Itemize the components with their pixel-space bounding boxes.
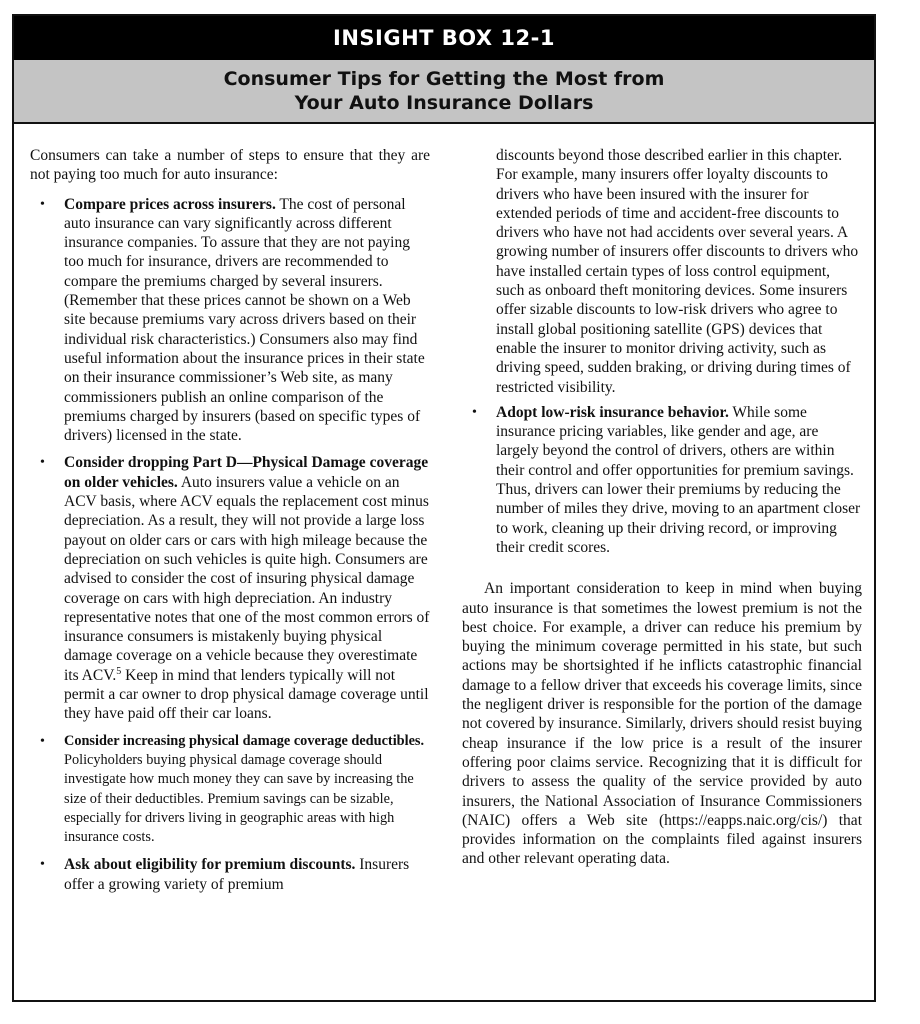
tip-text: Insurers offer a growing variety of premium bbox=[64, 856, 410, 893]
list-item bbox=[462, 403, 862, 557]
bullet-glyph: • bbox=[472, 404, 477, 420]
tip-heading: Ask about eligibility for premium discounts. bbox=[64, 856, 356, 874]
box-label bbox=[14, 16, 874, 60]
closing-paragraph: An important consideration to keep in mind when buying auto insurance is that sometimes the lowest premium is not the best choice. For example, a driver can reduce his premium by buying the minimum coverage permitted in his state, but such actions may be shortsighted if he inflicts catastrophic financial damage to a fellow driver that exceeds his coverage limits, since the negligent driver is responsible for the portion of the damage not covered by insurance. Similarly, drivers should resist buying cheap insurance if the low price is a result of the insurer offering poor claims service. Recognizing that it is difficult for drivers to assess the quality of the service provided by auto insurers, the National Association of Insurance Commissioners (NAIC) offers a Web site (https://eapps.naic.org/cis/) that provides information on the complaints filed against insurers and other relevant operating data. bbox=[462, 580, 862, 868]
tips-list-continued bbox=[462, 403, 862, 557]
list-item bbox=[30, 195, 430, 446]
bullet-glyph: • bbox=[40, 196, 45, 212]
list-item bbox=[30, 855, 430, 894]
tip-heading: Consider increasing physical damage coverage deductibles. bbox=[64, 732, 425, 749]
footnote-marker: 5 bbox=[116, 665, 122, 677]
right-column bbox=[462, 146, 862, 869]
tip-heading: Consider dropping Part D—Physical Damage coverage on older vehicles. bbox=[64, 454, 429, 491]
tip-text: Policyholders buying physical damage coverage should investigate how much money they can save by increasing the size of their deductibles. Premium savings can be sizable, especially for drivers living in geographic areas with high insurance costs. bbox=[64, 751, 414, 846]
box-title-line-1: Consumer Tips for Getting the Most from bbox=[223, 68, 665, 90]
list-item bbox=[30, 732, 430, 848]
box-label-text: INSIGHT BOX 12-1 bbox=[333, 26, 555, 50]
tip-text: Auto insurers value a vehicle on an ACV basis, where ACV equals the replacement cost minus depreciation. As a result, they will not provide a large loss payout on older cars or cars with high mileage because the depreciation on such vehicles is quite high. Consumers are advised to consider the cost of insuring physical damage coverage on cars with high depreciation. An industry representative notes that one of the most common errors of insurance consumers is mistakenly buying physical damage coverage on a vehicle because they overestimate its ACV. bbox=[64, 473, 430, 684]
left-column bbox=[30, 146, 430, 902]
box-body bbox=[14, 136, 874, 1000]
list-item bbox=[30, 453, 430, 723]
tip-text: While some insurance pricing variables, like gender and age, are largely beyond the control of drivers, others are within their control and offer opportunities for premium savings. Thus, drivers can lower their premiums by reducing the number of miles they drive, moving to an apartment closer to work, cleaning up their driving record, or improving their credit scores. bbox=[496, 403, 861, 556]
tip-text: The cost of personal auto insurance can vary significantly across different insurance companies. To assure that they are not paying too much for insurance, drivers are recommended to compare the premiums charged by several insurers. (Remember that these prices cannot be shown on a Web site because premiums vary across drivers based on their individual risk characteristics.) Consumers also may find useful information about the insurance prices in their state on their insurance commissioner’s Web site, as many commissioners publish an online comparison of the premiums charged by insurers (based on specific types of drivers) licensed in the state. bbox=[64, 195, 425, 445]
tip-text: Keep in mind that lenders typically will not permit a car owner to drop physical damage coverage until they have paid off their car loans. bbox=[64, 666, 429, 723]
bullet-glyph: • bbox=[40, 733, 45, 749]
discounts-continuation: discounts beyond those described earlier in this chapter. For example, many insurers offer loyalty discounts to drivers who have been insured with the insurer for extended periods of time and accident-free discounts to drivers who have not had accidents over several years. A growing number of insurers offer discounts to drivers who have installed certain types of loss control equipment, such as onboard theft monitoring devices. Some insurers offer sizable discounts to low-risk drivers who agree to install global positioning satellite (GPS) devices that enable the insurer to monitor driving activity, such as driving speed, sudden braking, or driving during times of restricted visibility. bbox=[496, 147, 859, 396]
bullet-glyph: • bbox=[40, 857, 45, 873]
intro-paragraph: Consumers can take a number of steps to ensure that they are not paying too much for auto insurance: bbox=[30, 147, 430, 184]
bullet-glyph: • bbox=[40, 455, 45, 471]
tip-heading: Adopt low-risk insurance behavior. bbox=[496, 403, 729, 421]
tip-heading: Compare prices across insurers. bbox=[64, 195, 276, 213]
box-title-line-2: Your Auto Insurance Dollars bbox=[294, 92, 594, 114]
tips-list bbox=[30, 195, 430, 894]
box-title bbox=[14, 60, 874, 124]
insight-box bbox=[12, 14, 876, 1002]
